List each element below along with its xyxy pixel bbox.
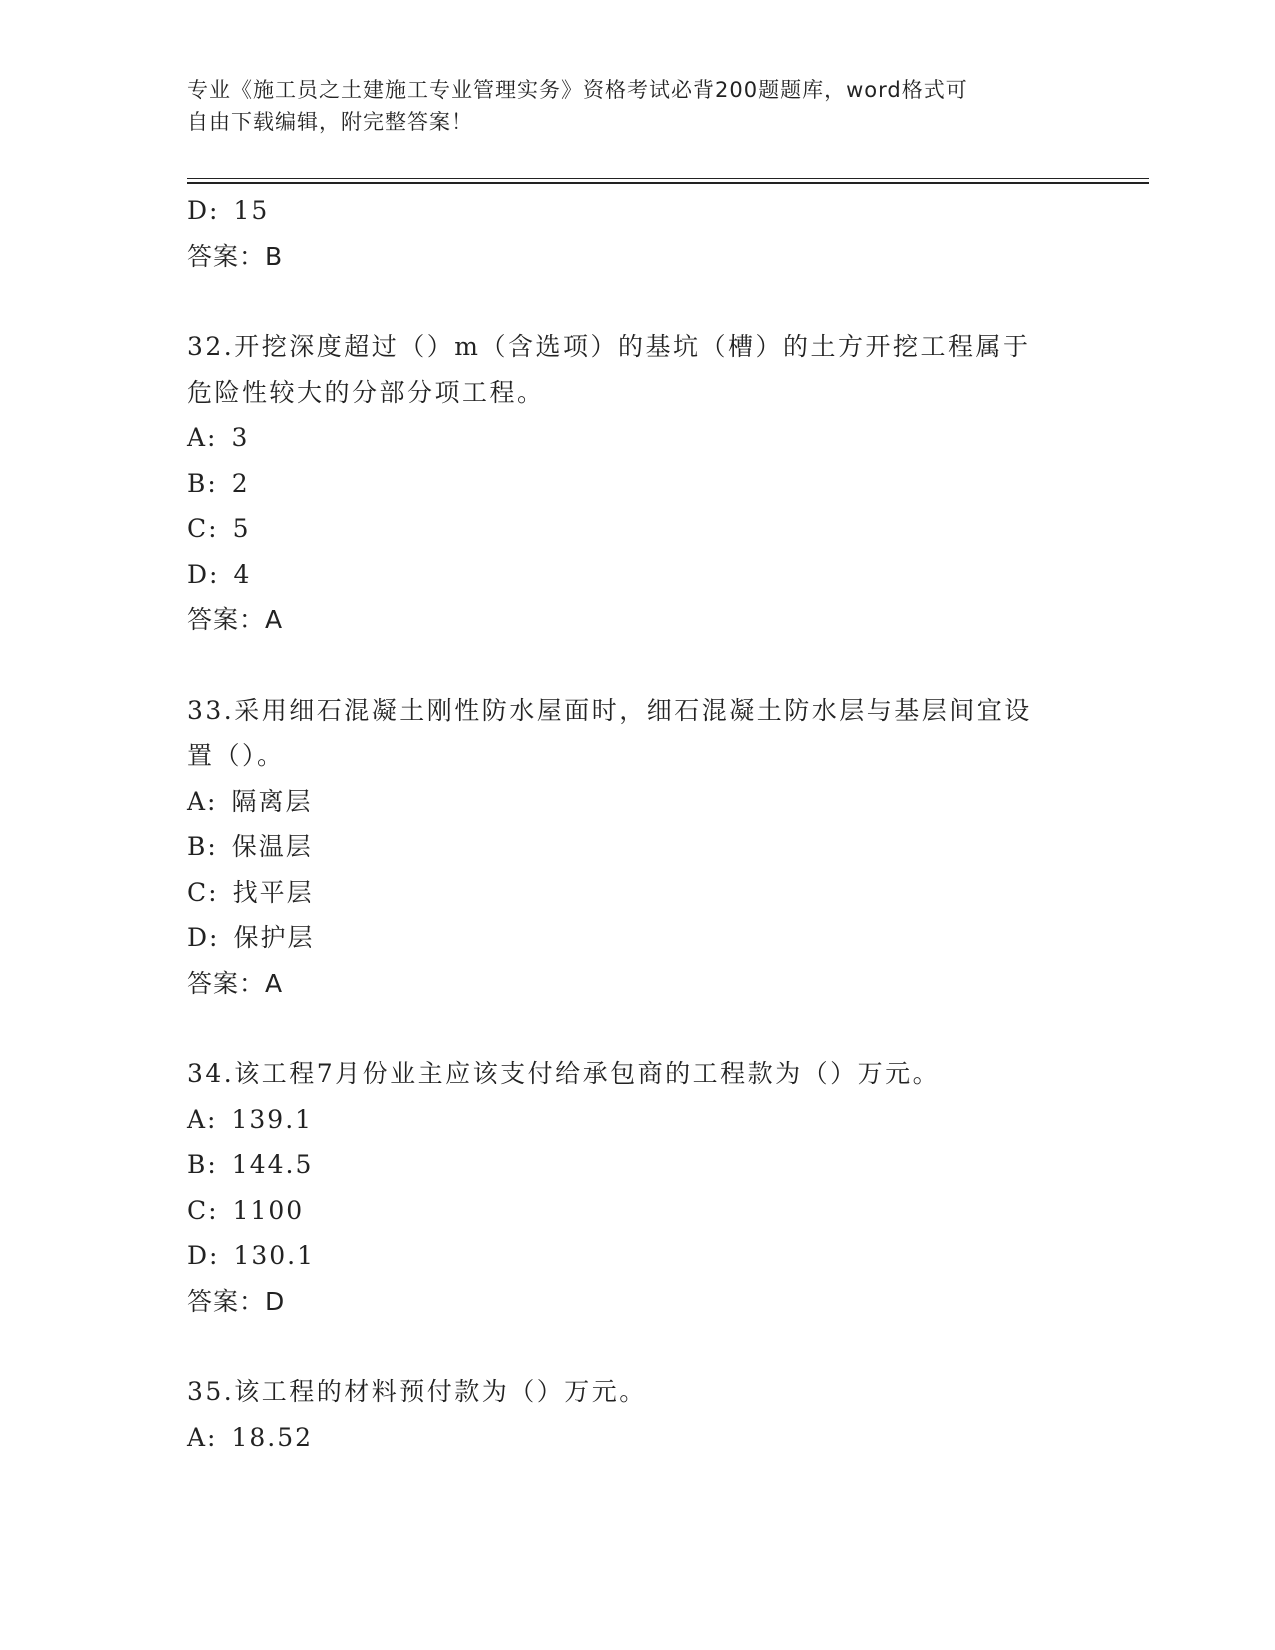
answer: 答案：B <box>187 241 284 271</box>
option-a <box>187 1097 1087 1143</box>
answer: 答案：A <box>187 605 284 634</box>
option-text: 15 <box>233 196 270 225</box>
option-d <box>187 188 1087 234</box>
header-line-2: 自由下载编辑，附完整答案！ <box>187 110 473 134</box>
question-stem-line: 32.开挖深度超过（）m（含选项）的基坑（槽）的土方开挖工程属于 <box>187 332 1031 361</box>
header-rule-thin <box>187 178 1149 179</box>
question-stem-line: 33.采用细石混凝土刚性防水屋面时，细石混凝土防水层与基层间宜设 <box>187 695 1032 725</box>
option-text: 3 <box>231 423 250 452</box>
document-header <box>187 74 1067 138</box>
option-letter: D: <box>187 923 220 952</box>
carryover-block <box>187 188 1087 279</box>
option-b <box>187 824 1087 870</box>
option-letter: B: <box>187 832 218 861</box>
option-letter: A: <box>187 1104 218 1134</box>
option-letter: A: <box>187 786 218 816</box>
option-a <box>187 779 1087 825</box>
option-text: 保温层 <box>231 832 313 861</box>
header-line-1: 专业《施工员之土建施工专业管理实务》资格考试必背200题题库，word格式可 <box>187 78 968 102</box>
option-text: 139.1 <box>231 1104 314 1134</box>
option-text: 找平层 <box>232 877 314 907</box>
option-letter: D: <box>187 559 220 589</box>
option-letter: B: <box>187 468 218 498</box>
option-a <box>187 1415 1087 1461</box>
option-c <box>187 1188 1087 1234</box>
question-stem-line: 34.该工程7月份业主应该支付给承包商的工程款为（）万元。 <box>187 1059 941 1088</box>
question-stem-line: 35.该工程的材料预付款为（）万元。 <box>187 1377 647 1406</box>
option-letter: A: <box>187 423 218 452</box>
option-letter: C: <box>187 877 219 907</box>
question-35 <box>187 1369 1087 1460</box>
answer: 答案：D <box>187 1286 286 1316</box>
answer: 答案：A <box>187 968 284 998</box>
option-text: 保护层 <box>233 923 315 952</box>
question-list <box>187 188 1087 1460</box>
option-letter: D: <box>187 196 220 225</box>
header-rule-thick <box>187 182 1149 184</box>
option-text: 隔离层 <box>231 786 313 816</box>
option-a <box>187 415 1087 461</box>
option-b <box>187 1142 1087 1188</box>
question-34 <box>187 1051 1087 1324</box>
option-text: 5 <box>232 514 251 543</box>
option-letter: C: <box>187 1195 219 1225</box>
option-text: 4 <box>233 559 252 589</box>
option-text: 1100 <box>232 1195 305 1225</box>
option-letter: D: <box>187 1241 220 1270</box>
option-text: 130.1 <box>233 1241 316 1270</box>
question-33 <box>187 688 1087 1007</box>
option-d <box>187 915 1087 961</box>
option-d <box>187 1233 1087 1279</box>
option-text: 18.52 <box>231 1422 314 1452</box>
question-32 <box>187 324 1087 643</box>
option-letter: B: <box>187 1150 218 1179</box>
question-stem-line: 置（）。 <box>187 741 285 770</box>
option-text: 2 <box>231 468 250 498</box>
option-text: 144.5 <box>231 1150 314 1179</box>
option-d <box>187 552 1087 598</box>
option-letter: A: <box>187 1422 218 1452</box>
question-stem-line: 危险性较大的分部分项工程。 <box>187 377 545 407</box>
option-letter: C: <box>187 514 219 543</box>
option-c <box>187 870 1087 916</box>
option-b <box>187 461 1087 507</box>
option-c <box>187 506 1087 552</box>
